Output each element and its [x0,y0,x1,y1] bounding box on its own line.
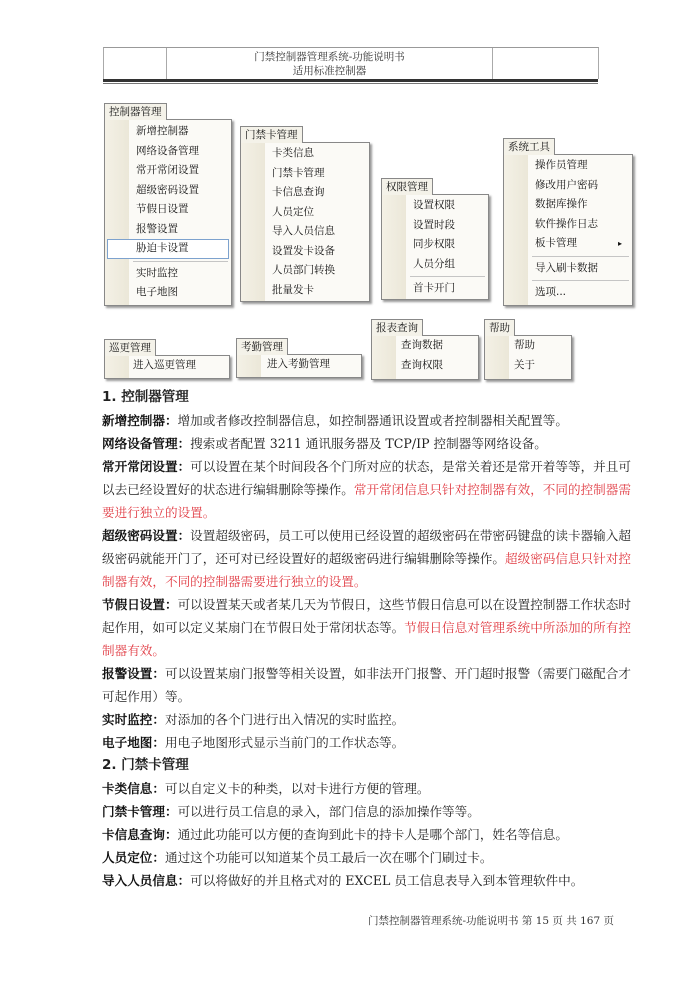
term: 人员定位： [102,850,165,865]
menu-tab-controller[interactable]: 控制器管理 [104,103,167,120]
paragraph [102,708,642,731]
paragraph [102,731,642,754]
description: 通过此功能可以方便的查询到此卡的持卡人是哪个部门，姓名等信息。 [177,827,568,842]
menu-tab-report[interactable]: 报表查询 [371,319,423,336]
menu-item[interactable]: 操作员管理 [535,159,588,171]
menu-panel-controller [104,119,232,306]
menu-item[interactable]: 设置权限 [413,199,455,211]
paragraph [102,432,642,455]
menu-item[interactable]: 实时监控 [136,266,178,279]
description: 可以自定义卡的种类，以对卡进行方便的管理。 [164,781,430,796]
note-red: 超级密码信息只针对控制器有效，不同的控制器需要进行独立的设置。 [102,551,631,589]
menu-item[interactable]: 新增控制器 [136,125,189,137]
note-red: 节假日信息对管理系统中所添加的所有控制器有效。 [102,620,631,658]
menu-item[interactable]: 关于 [514,358,535,371]
menu-item[interactable]: 软件操作日志 [535,217,598,230]
menu-item-label: 板卡管理 [535,237,577,249]
description: 搜索或者配置 3211 通讯服务器及 TCP/IP 控制器等网络设备。 [190,436,547,451]
menu-item[interactable]: 常开常闭设置 [136,164,199,176]
term: 报警设置： [102,666,165,681]
menu-item[interactable]: 首卡开门 [413,282,455,294]
menu-item-submenu[interactable] [504,234,632,254]
menu-item[interactable]: 批量发卡 [272,283,314,296]
paragraph [102,593,642,662]
section-heading: 1. 控制器管理 [102,389,189,405]
menu-separator [410,276,485,277]
paragraph [102,823,642,846]
term: 节假日设置： [102,597,178,612]
menu-item[interactable]: 节假日设置 [136,203,189,215]
paragraph [102,662,642,708]
menu-item[interactable]: 修改用户密码 [535,178,598,191]
menu-item[interactable]: 数据库操作 [535,198,588,210]
menu-item[interactable]: 门禁卡管理 [272,166,325,179]
menu-separator [532,280,629,281]
menu-item[interactable]: 卡信息查询 [272,186,325,198]
menu-panel-help [484,335,572,380]
menu-panel-system-tools [503,154,633,306]
term: 新增控制器： [102,413,178,428]
term: 超级密码设置： [102,528,191,543]
description: 可以设置某扇门报警等相关设置，如非法开门报警、开门超时报警（需要门磁配合才可起作用）等。 [102,666,631,704]
header-right-cell [492,48,598,79]
menu-item[interactable]: 设置发卡设备 [272,244,335,257]
menu-panel-report [371,335,479,380]
header-center-cell [167,50,492,78]
description: 通过这个功能可以知道某个员工最后一次在哪个门刷过卡。 [164,850,493,865]
menu-separator [133,261,228,262]
menu-tab-card[interactable]: 门禁卡管理 [240,126,303,143]
paragraph [102,869,642,892]
menu-item[interactable]: 选项... [535,286,567,298]
menu-tab-system-tools[interactable]: 系统工具 [503,138,555,155]
header-title: 门禁控制器管理系统-功能说明书 [254,51,405,63]
menu-item[interactable]: 查询权限 [401,358,443,371]
description: 设置超级密码，员工可以使用已经设置的超级密码在带密码键盘的读卡器输入超级密码就能开门了，还可对已经设置好的超级密码进行编辑删除等操作。 [102,528,631,566]
page-footer: 门禁控制器管理系统-功能说明书 第 15 页 共 167 页 [368,915,614,927]
page-header-table [103,47,599,79]
menu-item[interactable]: 人员分组 [413,257,455,270]
menu-tab-attendance[interactable]: 考勤管理 [236,338,288,355]
term: 卡类信息： [102,781,165,796]
description: 可以设置在某个时间段各个门所对应的状态，是常关着还是常开着等等，并且可以去已经设置好的状态进行编辑删除等操作。 [102,459,631,497]
section-controller [102,386,642,754]
menu-separator [532,256,629,257]
term: 导入人员信息： [102,873,191,888]
menu-panel-attendance [236,354,362,378]
term: 实时监控： [102,712,165,727]
menu-tab-patrol[interactable]: 巡更管理 [104,339,156,356]
menu-item[interactable]: 查询数据 [401,339,443,351]
submenu-arrow-icon: ▸ [617,239,622,248]
description: 可以设置某天或者某几天为节假日，这些节假日信息可以在设置控制器工作状态时起作用，如可以定义某扇门在节假日处于常闭状态等。 [102,597,631,635]
paragraph [102,524,642,593]
paragraph [102,409,642,432]
header-left-cell [104,48,167,79]
menu-panel-patrol [104,355,230,379]
term: 常开常闭设置： [102,459,191,474]
menu-item[interactable]: 进入巡更管理 [133,359,196,371]
description: 用电子地图形式显示当前门的工作状态等。 [164,735,405,750]
note-red: 常开常闭信息只针对控制器有效，不同的控制器需要进行独立的设置。 [102,482,631,520]
description: 对添加的各个门进行出入情况的实时监控。 [164,712,405,727]
section-heading: 2. 门禁卡管理 [102,757,189,773]
paragraph [102,455,642,524]
menu-item[interactable]: 卡类信息 [272,147,314,159]
menu-item-highlighted[interactable]: 胁迫卡设置 [107,239,229,259]
menu-panel-card [240,142,370,302]
menu-item[interactable]: 帮助 [514,339,535,351]
menu-item[interactable]: 超级密码设置 [136,183,199,196]
menu-item[interactable]: 网络设备管理 [136,144,199,157]
menu-item[interactable]: 同步权限 [413,238,455,250]
menu-item[interactable]: 设置时段 [413,218,455,231]
section-card [102,754,642,892]
header-rule-thin [103,83,598,84]
menu-tab-permission[interactable]: 权限管理 [381,178,433,195]
menu-item[interactable]: 电子地图 [136,286,178,298]
menu-item[interactable]: 报警设置 [136,222,178,235]
term: 卡信息查询： [102,827,178,842]
description: 增加或者修改控制器信息，如控制器通讯设置或者控制器相关配置等。 [177,413,568,428]
description: 可以将做好的并且格式对的 EXCEL 员工信息表导入到本管理软件中。 [190,873,584,888]
description: 可以进行员工信息的录入，部门信息的添加操作等等。 [177,804,480,819]
paragraph [102,800,642,823]
term: 电子地图： [102,735,165,750]
menu-panel-permission [381,194,489,300]
paragraph [102,777,642,800]
paragraph [102,846,642,869]
menu-item[interactable]: 导入人员信息 [272,225,335,237]
menu-item[interactable]: 人员定位 [272,205,314,218]
menu-item[interactable]: 导入刷卡数据 [535,261,598,274]
menu-item[interactable]: 进入考勤管理 [267,358,330,370]
menu-item[interactable]: 人员部门转换 [272,264,335,276]
header-subtitle: 适用标准控制器 [292,65,367,77]
header-rule [103,79,598,82]
term: 网络设备管理： [102,436,191,451]
menu-tab-help[interactable]: 帮助 [484,319,515,336]
term: 门禁卡管理： [102,804,178,819]
